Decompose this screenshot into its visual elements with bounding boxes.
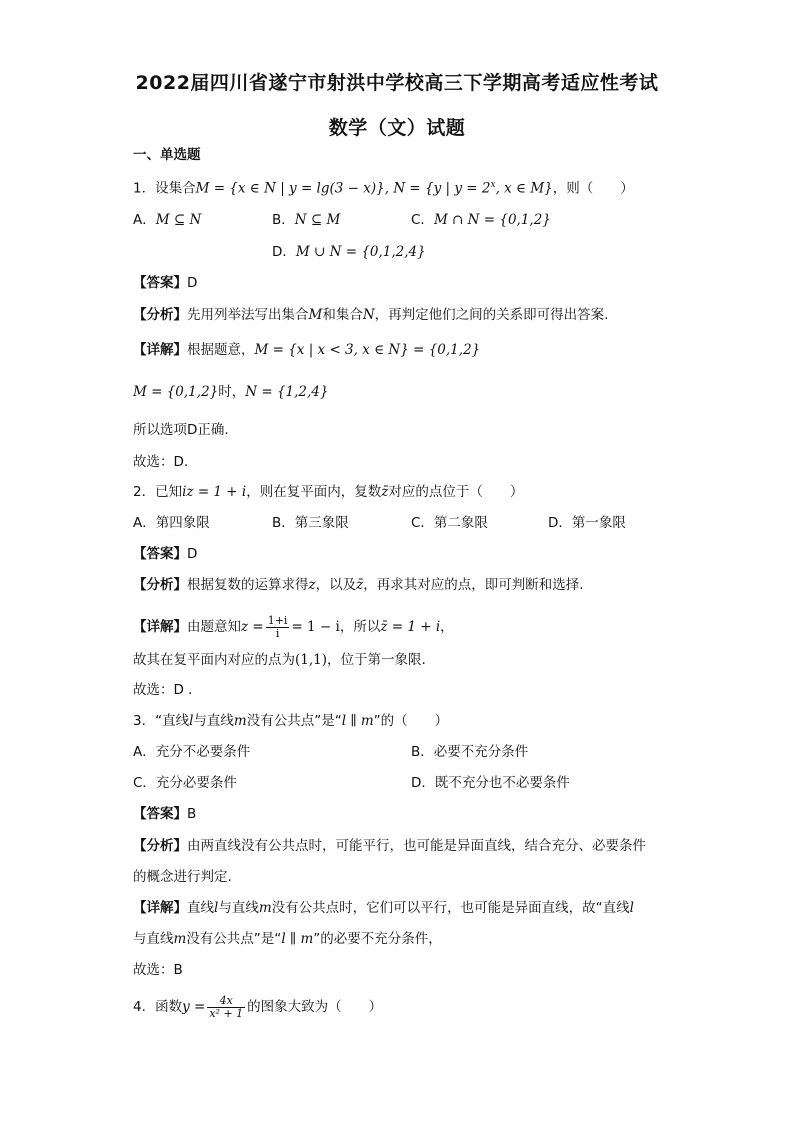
fraction: $\frac{4x}{\text{x² + 1}}$ bbox=[209, 993, 244, 1020]
question-1-option-b: B．N ⊆ M bbox=[272, 212, 341, 228]
question-2-stem: 2．已知iz = 1 + i，则在复平面内，复数z̄对应的点位于（ ） bbox=[133, 484, 524, 500]
question-1-answer: 【答案】D bbox=[133, 275, 198, 291]
question-2-option-d: D．第一象限 bbox=[548, 515, 626, 531]
question-2-option-b: B．第三象限 bbox=[272, 515, 349, 531]
fraction: $\frac{1+i}{i}$ bbox=[267, 613, 288, 640]
question-3-detail: 【详解】直线l与直线m没有公共点时，它们可以平行，也可能是异面直线，故“直线l bbox=[133, 900, 634, 916]
question-2-option-c: C．第二象限 bbox=[411, 515, 488, 531]
question-1-stem: 1．设集合M = {x ∈ N | y = lg(3 − x)}, N = {y | $y = 2^x$, x ∈ M}，则（ ） bbox=[133, 180, 634, 197]
question-3-option-c: C．充分必要条件 bbox=[133, 775, 237, 791]
question-3-stem: 3．“直线l与直线m没有公共点”是“l ∥ m”的（ ） bbox=[133, 713, 449, 729]
question-1-option-c: C．M ∩ N = {0,1,2} bbox=[411, 212, 551, 228]
question-1-analysis: 【分析】先用列举法写出集合M和集合N，再判定他们之间的关系即可得出答案. bbox=[133, 307, 609, 323]
question-3-conclusion: 故选：B bbox=[133, 962, 183, 978]
question-3-detail-line2: 与直线m没有公共点”是“l ∥ m”的必要不充分条件， bbox=[133, 931, 442, 947]
question-2-option-a: A．第四象限 bbox=[133, 515, 210, 531]
question-2-conclusion: 故选：D . bbox=[133, 682, 193, 698]
question-3-analysis-line2: 的概念进行判定. bbox=[133, 869, 232, 885]
question-2-detail: 【详解】由题意知z = $\frac{1+i}{i}$ = 1 − i，所以z̄ = 1 + i， bbox=[133, 613, 454, 640]
question-1-detail-line2: M = {0,1,2}时，N = {1,2,4} bbox=[133, 384, 329, 400]
question-3-option-b: B．必要不充分条件 bbox=[411, 744, 529, 760]
question-3-answer: 【答案】B bbox=[133, 806, 197, 822]
question-1-option-a: A．M ⊆ N bbox=[133, 212, 202, 228]
page-subtitle: 数学（文）试题 bbox=[328, 117, 466, 139]
question-2-analysis: 【分析】根据复数的运算求得z，以及z̄，再求其对应的点，即可判断和选择. bbox=[133, 577, 584, 593]
question-3-option-a: A．充分不必要条件 bbox=[133, 744, 251, 760]
section-heading: 一、单选题 bbox=[133, 147, 201, 163]
question-2-answer: 【答案】D bbox=[133, 546, 198, 562]
question-1-option-d: D．M ∪ N = {0,1,2,4} bbox=[272, 244, 426, 260]
question-1-detail-line3: 所以选项D正确. bbox=[133, 422, 229, 438]
question-1-conclusion: 故选：D. bbox=[133, 454, 189, 470]
question-4-stem: 4．函数y = $\frac{4x}{\text{x² + 1}}$ 的图象大致为（ ） bbox=[133, 993, 383, 1020]
question-3-option-d: D．既不充分也不必要条件 bbox=[411, 775, 570, 791]
question-2-detail-line2: 故其在复平面内对应的点为(1,1)，位于第一象限. bbox=[133, 652, 426, 668]
question-3-analysis: 【分析】由两直线没有公共点时，可能平行，也可能是异面直线，结合充分、必要条件 bbox=[133, 838, 646, 854]
page-title: 2022届四川省遂宁市射洪中学校高三下学期高考适应性考试 bbox=[135, 72, 659, 94]
question-1-detail: 【详解】根据题意，M = {x | x < 3, x ∈ N} = {0,1,2} bbox=[133, 342, 481, 358]
